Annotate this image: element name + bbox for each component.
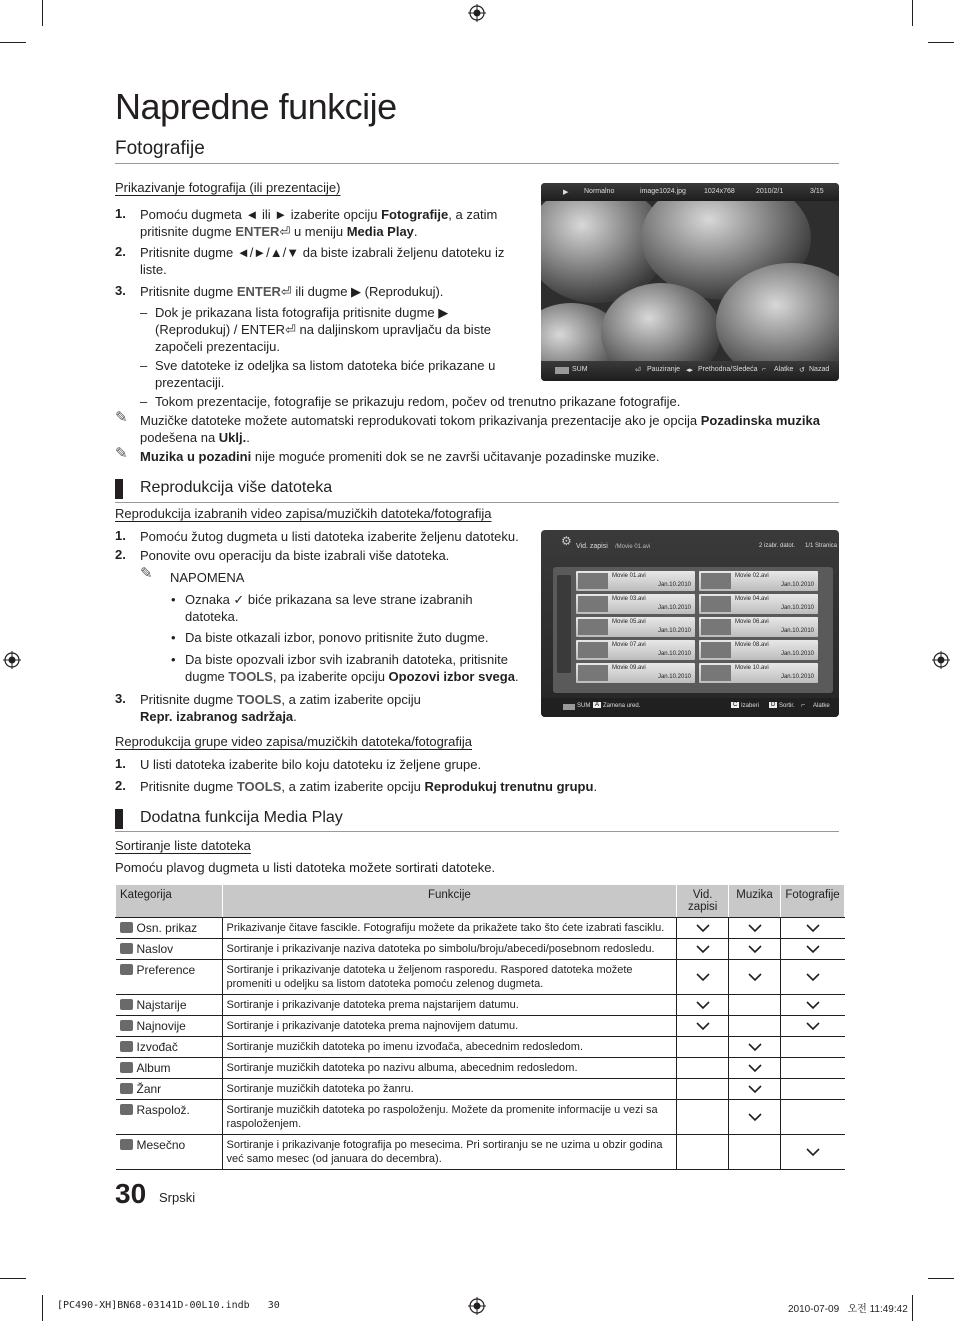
table-row [116,960,845,995]
check-chevron-icon [695,1021,711,1031]
file-tile[interactable] [576,640,695,660]
support-cell [677,1016,729,1037]
check-chevron-icon [747,944,763,954]
category-icon [120,922,133,933]
language-label: Srpski [159,1190,196,1205]
step-number: 2. [115,778,126,793]
table-row [116,1037,845,1058]
bullet-text: Sve datoteke iz odeljka sa listom datoteka biće prikazane u prezentaciji. [155,358,496,390]
left-right-icon: ◂▸ [686,367,694,374]
function-cell: Sortiranje muzičkih datoteka po raspoloženju. Možete da promenite informacije u vezi sa raspoloženjem. [222,1100,677,1135]
registration-mark-icon [468,4,486,22]
table-row [116,918,845,939]
video-thumbnail [578,642,608,658]
support-cell [729,995,781,1016]
crop-mark [928,42,954,43]
category-cell [116,1037,223,1058]
slideshow-bottom-bar: SUM ⏎ Pauziranje ◂▸ Prethodna/Sledeća ⌐ Alatke ↺ Nazad [541,361,839,381]
support-cell [677,1037,729,1058]
category-icon [120,964,133,975]
note-label: NAPOMENA [170,570,245,585]
file-date: Jan.10.2010 [780,605,814,611]
step-number: 3. [115,691,126,706]
file-tile[interactable] [699,640,818,660]
check-chevron-icon [805,944,821,954]
enter-icon: ⏎ [635,367,641,374]
file-list-screenshot: ⚙ Vid. zapisi /Movie 01.avi 2 izabr. datot. 1/1 Stranica Movie 01.avi Jan.10.2010 Movie 02.avi Jan.10.2010 Movie 03.avi Jan.10.2010 Movie 04.avi Jan.10.2010 Movie 05.avi Jan.10.2010 Movie 06.avi Jan.10.2010 Movie 07.avi Jan.10.2010 Movie 08.avi Jan.10.2010 Movie 09.avi Jan.10.2010 Movie 10.avi Jan.10.2010 SUM A Zamena ured. C Izaberi D Sortir. ⌐ Alatke [541,530,839,717]
note-pencil-icon: ✎ [140,565,153,582]
function-cell: Sortiranje i prikazivanje naziva datoteka po simbolu/broju/abecedi/posebnom redosledu. [222,939,677,960]
category-icon [120,1104,133,1115]
check-chevron-icon [747,1084,763,1094]
file-date: Jan.10.2010 [657,674,691,680]
file-name: Movie 02.avi [735,573,769,579]
slideshow-heading: Prikazivanje fotografija (ili prezentacije) [115,180,341,195]
file-tile[interactable] [576,617,695,637]
support-cell [729,1037,781,1058]
file-tile[interactable] [576,594,695,614]
page-number: 30 [115,1178,147,1209]
tools-icon: ⌐ [762,366,767,373]
play-mode-icon: ▶ [563,189,569,196]
category-icon [120,1041,133,1052]
file-date: Jan.10.2010 [780,674,814,680]
crop-mark [912,0,913,26]
file-name: Movie 10.avi [735,665,769,671]
check-chevron-icon [695,944,711,954]
crop-mark [42,0,43,26]
video-thumbnail [578,573,608,589]
category-label: Žanr [136,1082,162,1096]
step-text: Pritisnite dugme TOOLS, a zatim izaberite opciju Repr. izabranog sadržaja. [140,692,421,724]
support-cell [729,1079,781,1100]
step-number: 1. [115,206,126,221]
file-date: Jan.10.2010 [657,628,691,634]
check-chevron-icon [747,923,763,933]
slideshow-top-bar: ▶ Normalno image1024.jpg 1024x768 2010/2/1 3/15 [541,183,839,201]
crop-mark [0,1278,26,1279]
function-cell: Sortiranje muzičkih datoteka po nazivu albuma, abecednim redosledom. [222,1058,677,1079]
usb-icon [563,704,575,710]
file-name: Movie 06.avi [735,619,769,625]
video-placeholder-icon [578,665,608,681]
film-reel-icon: ⚙ [561,534,572,548]
support-cell [677,960,729,995]
check-chevron-icon [805,1000,821,1010]
divider [115,502,839,503]
function-cell: Sortiranje muzičkih datoteka po žanru. [222,1079,677,1100]
support-cell [677,939,729,960]
file-tile[interactable] [576,571,695,591]
table-row [116,1100,845,1135]
note-text: Muzičke datoteke možete automatski reprodukovati tokom prikazivanja prezentacije ako je opcija Pozadinska muzika podešena na Uklj.. [140,413,820,445]
registration-mark-icon [3,651,21,669]
note-text: Muzika u pozadini nije moguće promeniti dok se ne završi učitavanje pozadinske muzike. [140,449,660,464]
file-tile[interactable] [576,663,695,683]
file-tile[interactable] [699,617,818,637]
category-cell [116,918,223,939]
file-date: Jan.10.2010 [780,628,814,634]
check-chevron-icon [747,1063,763,1073]
category-cell [116,1100,223,1135]
crop-mark [0,42,26,43]
file-date: Jan.10.2010 [780,651,814,657]
step-number: 3. [115,283,126,298]
category-label: Izvođač [136,1040,178,1054]
support-cell [677,1135,729,1170]
check-chevron-icon [695,972,711,982]
function-cell: Sortiranje i prikazivanje fotografija po mesecima. Pri sortiranju se ne uzima u obzir godina već samo mesec (od januara do decembra). [222,1135,677,1170]
function-cell: Prikazivanje čitave fascikle. Fotografiju možete da prikažete tako što ćete izabrati fasciklu. [222,918,677,939]
category-icon [120,1083,133,1094]
support-cell [780,1135,844,1170]
category-icon [120,943,133,954]
support-cell [780,1037,844,1058]
bullet-text: Tokom prezentacije, fotografije se prikazuju redom, počev od trenutno prikazane fotografije. [155,394,681,409]
category-label: Mesečno [136,1138,186,1152]
function-cell: Sortiranje muzičkih datoteka po imenu izvođača, abecednim redosledom. [222,1037,677,1058]
section-heading: Dodatna funkcija Media Play [140,809,343,826]
support-cell [780,918,844,939]
category-label: Raspolož. [136,1103,190,1117]
function-cell: Sortiranje i prikazivanje datoteka u željenom rasporedu. Raspored datoteka možete promeniti u odeljku sa listom datoteka pomoću zelenog dugmeta. [222,960,677,995]
category-cell [116,1135,223,1170]
print-stamp: 2010-07-09 오전 11:49:42 [788,1304,908,1315]
section-heading: Reprodukcija više datoteka [140,479,333,496]
support-cell [729,939,781,960]
step-text: Ponovite ovu operaciju da biste izabrali više datoteka. [140,548,450,563]
note-bullet: Oznaka ✓ biće prikazana sa leve strane izabranih datoteka. [185,592,473,624]
step-text: Pomoću dugmeta ◄ ili ► izaberite opciju Fotografije, a zatim pritisnite dugme ENTER⏎ u meniju Media Play. [140,207,498,239]
step-number: 2. [115,244,126,259]
sort-sidebar [557,575,571,673]
apples-photo [541,183,839,381]
col-header: Kategorija [116,885,223,918]
support-cell [780,1079,844,1100]
slideshow-screenshot [541,183,839,381]
step-text: Pritisnite dugme ◄/►/▲/▼ da biste izabrali željenu datoteku iz liste. [140,245,505,277]
file-info: [PC490-XH]BN68-03141D-00L10.indb 30 [57,1300,280,1311]
category-cell [116,1079,223,1100]
category-cell [116,939,223,960]
crop-mark [928,1278,954,1279]
registration-mark-icon [468,1297,486,1315]
support-cell [677,1058,729,1079]
support-cell [780,939,844,960]
usb-icon [555,367,569,374]
function-cell: Sortiranje i prikazivanje datoteka prema najnovijem datumu. [222,1016,677,1037]
return-icon: ↺ [799,367,805,374]
support-cell [677,995,729,1016]
category-icon [120,1020,133,1031]
step-text: Pomoću žutog dugmeta u listi datoteka izaberite željenu datoteku. [140,529,519,544]
file-name: Movie 08.avi [735,642,769,648]
check-chevron-icon [805,1147,821,1157]
category-cell [116,1058,223,1079]
support-cell [780,1058,844,1079]
file-name: Movie 01.avi [612,573,646,579]
col-header: Funkcije [222,885,677,918]
intro-text: Pomoću plavog dugmeta u listi datoteka možete sortirati datoteke. [115,860,496,875]
category-icon [120,1062,133,1073]
support-cell [729,1100,781,1135]
check-chevron-icon [695,923,711,933]
table-row [116,939,845,960]
table-row [116,1135,845,1170]
category-cell [116,995,223,1016]
video-placeholder-icon [701,642,731,658]
support-cell [677,1100,729,1135]
category-cell [116,960,223,995]
check-chevron-icon [747,972,763,982]
heading-bar [115,479,123,499]
note-pencil-icon: ✎ [115,409,128,426]
video-placeholder-icon [701,665,731,681]
file-name: Movie 04.avi [735,596,769,602]
file-name: Movie 05.avi [612,619,646,625]
heading-bar [115,809,123,829]
support-cell [729,1135,781,1170]
category-cell [116,1016,223,1037]
divider [115,831,839,832]
file-name: Movie 03.avi [612,596,646,602]
step-text: U listi datoteka izaberite bilo koju datoteku iz željene grupe. [140,757,482,772]
video-thumbnail [701,573,731,589]
note-pencil-icon: ✎ [115,445,128,462]
file-date: Jan.10.2010 [657,651,691,657]
file-tile[interactable] [699,571,818,591]
category-label: Preference [136,963,196,977]
category-label: Osn. prikaz [136,921,198,935]
page-title: Napredne funkcije [115,86,397,127]
col-header: Muzika [729,885,781,918]
sub-heading: Reprodukcija izabranih video zapisa/muzičkih datoteka/fotografija [115,506,492,521]
file-date: Jan.10.2010 [780,582,814,588]
support-cell [729,960,781,995]
support-cell [729,918,781,939]
support-cell [780,960,844,995]
table-row [116,1016,845,1037]
step-number: 2. [115,547,126,562]
file-tile[interactable] [699,663,818,683]
divider [115,163,839,164]
step-number: 1. [115,528,126,543]
table-row [116,1058,845,1079]
table-row [116,995,845,1016]
support-cell [780,1100,844,1135]
registration-mark-icon [932,651,950,669]
video-placeholder-icon [701,619,731,635]
category-label: Najnovije [136,1019,186,1033]
video-thumbnail [578,596,608,612]
file-date: Jan.10.2010 [657,582,691,588]
file-date: Jan.10.2010 [657,605,691,611]
file-tile[interactable] [699,594,818,614]
step-text: Pritisnite dugme ENTER⏎ ili dugme ▶ (Reprodukuj). [140,284,444,299]
tools-icon: ⌐ [801,702,806,709]
section-title: Fotografije [115,138,205,159]
support-cell [729,1016,781,1037]
function-cell: Sortiranje i prikazivanje datoteka prema najstarijem datumu. [222,995,677,1016]
check-chevron-icon [747,1042,763,1052]
check-chevron-icon [805,1021,821,1031]
col-header: Vid. zapisi [677,885,729,918]
step-text: Pritisnite dugme TOOLS, a zatim izaberite opciju Reprodukuj trenutnu grupu. [140,779,598,794]
file-list-bottom-bar: SUM A Zamena ured. C Izaberi D Sortir. ⌐ Alatke [541,698,839,717]
support-cell [780,1016,844,1037]
support-cell [729,1058,781,1079]
note-bullet: Da biste opozvali izbor svih izabranih datoteka, pritisnite dugme TOOLS, pa izaberite opciju Opozovi izbor svega. [185,652,519,684]
support-cell [677,918,729,939]
sort-table [115,884,845,1170]
check-chevron-icon [805,972,821,982]
support-cell [677,1079,729,1100]
category-icon [120,1139,133,1150]
file-name: Movie 09.avi [612,665,646,671]
step-number: 1. [115,756,126,771]
sub-heading: Reprodukcija grupe video zapisa/muzičkih datoteka/fotografija [115,734,472,749]
file-name: Movie 07.avi [612,642,646,648]
check-chevron-icon [805,923,821,933]
bullet-text: Dok je prikazana lista fotografija pritisnite dugme ▶ (Reprodukuj) / ENTER⏎ na daljinskom upravljaču da biste započeli prezentaciju. [155,305,492,354]
col-header: Fotografije [780,885,844,918]
crop-mark [912,1295,913,1321]
category-label: Album [136,1061,171,1075]
table-row [116,1079,845,1100]
note-bullet: Da biste otkazali izbor, ponovo pritisnite žuto dugme. [185,630,489,645]
category-icon [120,999,133,1010]
check-chevron-icon [695,1000,711,1010]
category-label: Najstarije [136,998,187,1012]
video-thumbnail [701,596,731,612]
category-label: Naslov [136,942,174,956]
crop-mark [42,1295,43,1321]
support-cell [780,995,844,1016]
video-thumbnail [578,619,608,635]
check-chevron-icon [747,1112,763,1122]
sub-heading: Sortiranje liste datoteka [115,838,251,853]
